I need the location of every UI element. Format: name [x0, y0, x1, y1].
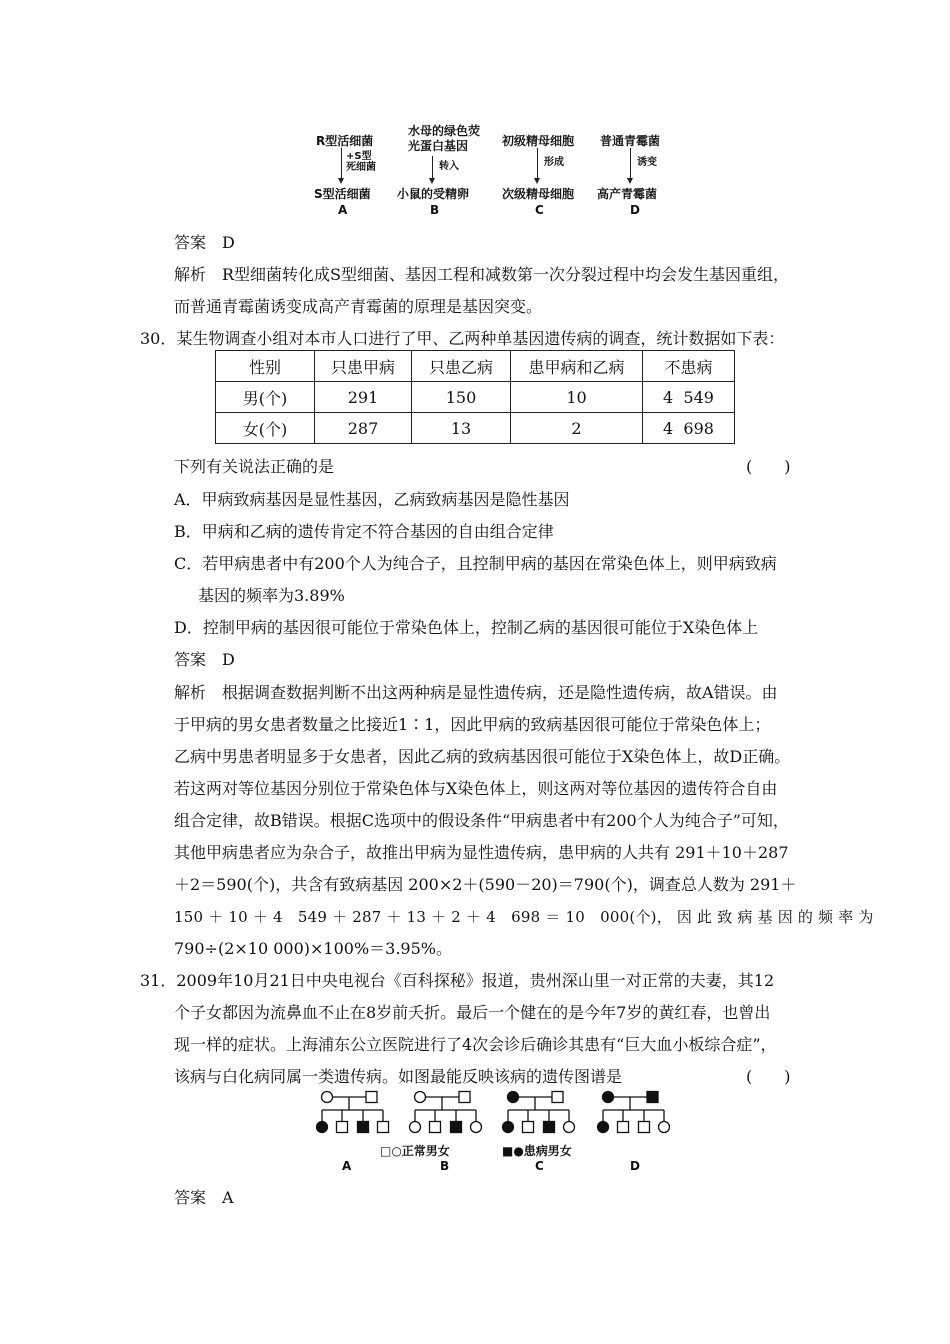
q30-option-c-cont: 基因的频率为3.89%	[198, 586, 345, 605]
table-cell: 2	[511, 413, 643, 444]
panel-c-arrow	[537, 148, 538, 178]
q30-answer: 答案 D	[174, 650, 235, 669]
q30-analysis-line: 乙病中男患者明显多于女患者，因此乙病的致病基因很可能位于X染色体上，故D正确。	[174, 747, 791, 766]
q30-answer-bracket: ( )	[746, 457, 791, 476]
pedigree-label-c: C	[535, 1159, 544, 1173]
q30-stem: 30．某生物调查小组对本市人口进行了甲、乙两种单基因遗传病的调查，统计数据如下表：	[140, 329, 785, 348]
table-header: 不患病	[643, 351, 735, 382]
q31-answer-bracket: ( )	[746, 1067, 791, 1086]
q31-stem-line: 个子女都因为流鼻血不止在8岁前夭折。最后一个健在的是今年7岁的黄红春，也曾出	[174, 1003, 771, 1022]
panel-d-label: D	[630, 203, 640, 217]
panel-c-top: 初级精母细胞	[502, 134, 575, 148]
q30-option-a: A．甲病致病基因是显性基因，乙病致病基因是隐性基因	[174, 490, 570, 509]
q30-analysis-line: 组合定律，故B错误。根据C选项中的假设条件“甲病患者中有200个人为纯合子”可知，	[174, 811, 789, 830]
pedigree-label-d: D	[630, 1159, 640, 1173]
q30-analysis-line: 若这两对等位基因分别位于常染色体与X染色体上，则这两对等位基因的遗传符合自由	[174, 779, 778, 798]
pedigree-figure	[300, 1085, 690, 1140]
panel-c-side: 形成	[544, 157, 564, 168]
q30-analysis-line: 解析 根据调查数据判断不出这两种病是显性遗传病，还是隐性遗传病，故A错误。由	[174, 683, 778, 702]
q30-analysis-line: ＋2＝590(个)，共含有致病基因 200×2＋(590－20)＝790(个)，调查总人数为 291＋	[174, 875, 797, 894]
q30-analysis-line: 790÷(2×10 000)×100%＝3.95%。	[174, 939, 452, 958]
legend-normal: □○正常男女	[380, 1144, 450, 1158]
panel-b-bottom: 小鼠的受精卵	[397, 187, 470, 201]
panel-c-label: C	[535, 203, 544, 217]
q31-stem-line: 31．2009年10月21日中央电视台《百科探秘》报道，贵州深山里一对正常的夫妻，其12	[140, 971, 775, 990]
q30-analysis-line: 其他甲病患者应为杂合子，故推出甲病为显性遗传病，患甲病的人共有 291＋10＋287	[174, 843, 789, 862]
pedigree-a	[317, 1092, 389, 1133]
panel-a-bottom: S型活细菌	[314, 187, 371, 201]
table-row	[216, 382, 735, 413]
q29-answer: 答案 D	[174, 233, 235, 252]
table-header: 患甲病和乙病	[511, 351, 643, 382]
q30-option-d: D．控制甲病的基因很可能位于常染色体上，控制乙病的基因很可能位于X染色体上	[174, 618, 759, 637]
pedigree-b	[410, 1092, 482, 1133]
table-header-row	[216, 351, 735, 382]
table-row	[216, 413, 735, 444]
panel-a-label: A	[338, 203, 348, 217]
panel-a-arrow	[341, 148, 342, 178]
q31-stem-line: 该病与白化病同属一类遗传病。如图最能反映该病的遗传图谱是	[174, 1067, 623, 1086]
pedigree-label-b: B	[440, 1159, 450, 1173]
table-cell: 10	[511, 382, 643, 413]
table-cell: 女(个)	[216, 413, 315, 444]
survey-table	[215, 350, 735, 444]
table-cell: 150	[412, 382, 511, 413]
panel-b-top: 水母的绿色荧 光蛋白基因	[408, 124, 481, 153]
pedigree-d	[598, 1092, 670, 1133]
pedigree-c	[503, 1092, 575, 1133]
table-header: 只患甲病	[315, 351, 412, 382]
table-header: 性别	[216, 351, 315, 382]
table-cell: 291	[315, 382, 412, 413]
panel-d-arrow	[630, 148, 631, 178]
table-cell: 4 698	[643, 413, 735, 444]
table-cell: 4 549	[643, 382, 735, 413]
legend-affected: ■●患病男女	[502, 1144, 572, 1158]
table-cell: 13	[412, 413, 511, 444]
panel-b-label: B	[430, 203, 440, 217]
q29-analysis-line2: 而普通青霉菌诱变成高产青霉菌的原理是基因突变。	[174, 297, 543, 316]
table-header: 只患乙病	[412, 351, 511, 382]
panel-d-bottom: 高产青霉菌	[597, 187, 658, 201]
panel-b-side: 转入	[439, 161, 459, 172]
q30-analysis-line: 于甲病的男女患者数量之比接近1∶1，因此甲病的致病基因很可能位于常染色体上；	[174, 715, 771, 734]
q30-option-c: C．若甲病患者中有200个人为纯合子，且控制甲病的基因在常染色体上，则甲病致病	[174, 554, 777, 573]
q31-stem-line: 现一样的症状。上海浦东公立医院进行了4次会诊后确诊其患有“巨大血小板综合症”，	[174, 1035, 777, 1054]
q30-option-b: B．甲病和乙病的遗传肯定不符合基因的自由组合定律	[174, 522, 554, 541]
table-cell: 男(个)	[216, 382, 315, 413]
q29-analysis-line1: 解析 R型细菌转化成S型细菌、基因工程和减数第一次分裂过程中均会发生基因重组，	[174, 265, 790, 284]
table-cell: 287	[315, 413, 412, 444]
q30-prompt: 下列有关说法正确的是	[174, 457, 335, 476]
panel-a-top: R型活细菌	[316, 134, 374, 148]
panel-a-side: +S型 死细菌	[346, 151, 376, 173]
panel-c-bottom: 次级精母细胞	[502, 187, 575, 201]
pedigree-label-a: A	[342, 1159, 352, 1173]
q30-analysis-line: 150 ＋ 10 ＋ 4 549 ＋ 287 ＋ 13 ＋ 2 ＋ 4 698 ＝ 10 000(个)， 因 此 致 病 基 因 的 频 率 为	[174, 908, 874, 926]
panel-b-arrow	[432, 156, 433, 178]
panel-d-side: 诱变	[637, 157, 657, 168]
q31-answer: 答案 A	[174, 1188, 234, 1207]
panel-d-top: 普通青霉菌	[600, 134, 661, 148]
